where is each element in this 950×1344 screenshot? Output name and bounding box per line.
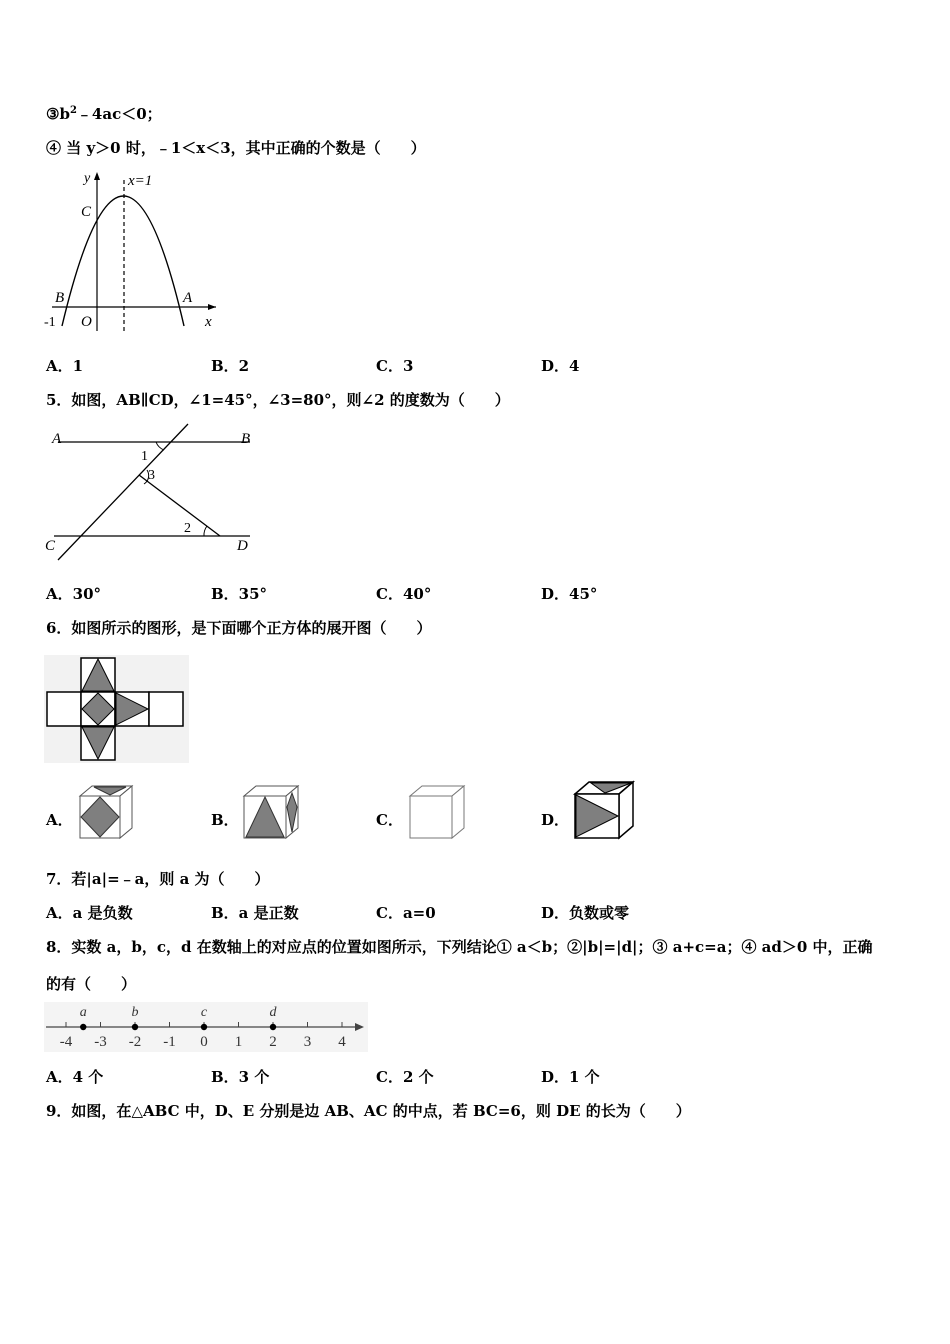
q6-option-d[interactable]: D． — [541, 811, 570, 829]
q5-label-D: D — [237, 538, 248, 554]
q6-option-c[interactable]: C． — [376, 811, 403, 829]
q8-option-a[interactable]: A．4 个 — [46, 1068, 104, 1086]
number-line-tick-label: 2 — [269, 1034, 277, 1050]
q8-option-d[interactable]: D．1 个 — [541, 1068, 600, 1086]
q4-label-neg1: -1 — [44, 315, 56, 330]
q5-label-angle2: 2 — [184, 521, 191, 536]
q8-option-b[interactable]: B．3 个 — [211, 1068, 270, 1086]
q4-parabola-graph — [44, 166, 224, 336]
q4-option-b[interactable]: B．2 — [211, 357, 250, 375]
number-line-tick-label: -3 — [94, 1034, 107, 1050]
number-line-tick-label: -2 — [128, 1034, 142, 1050]
q4-label-x1: x=1 — [128, 173, 153, 189]
q6-option-b[interactable]: B． — [211, 811, 239, 829]
q7-option-d[interactable]: D．负数或零 — [541, 904, 630, 922]
q6-stem: 6．如图所示的图形，是下面哪个正方体的展开图（ ） — [46, 619, 432, 637]
number-line-point-a — [80, 1024, 86, 1030]
number-line-tick-label: -1 — [163, 1034, 176, 1050]
q5-option-a[interactable]: A．30° — [46, 585, 102, 603]
number-line-tick-label: 4 — [338, 1034, 346, 1050]
number-line-point-label: c — [200, 1005, 208, 1020]
q4-label-B: B — [55, 290, 65, 306]
q4-label-x: x — [205, 314, 212, 330]
q4-option-d[interactable]: D．4 — [541, 357, 580, 375]
number-line-point-d — [270, 1024, 276, 1030]
q5-label-angle3: 3 — [148, 468, 155, 483]
q8-option-c[interactable]: C．2 个 — [376, 1068, 434, 1086]
q4-statement-4: ④ 当 y＞0 时，﹣1＜x＜3，其中正确的个数是（ ） — [46, 139, 426, 157]
q6-cube-a[interactable] — [76, 784, 134, 842]
q5-parallel-lines-figure — [44, 422, 259, 562]
q5-option-d[interactable]: D．45° — [541, 585, 598, 603]
q8-stem-line1: 8．实数 a，b，c，d 在数轴上的对应点的位置如图所示，下列结论① a＜b；②|b|=|d|；③ a+c=a；④ ad＞0 中，正确 — [46, 938, 873, 956]
q7-option-c[interactable]: C．a=0 — [376, 904, 436, 922]
q6-cube-net — [44, 655, 189, 763]
q4-statement-3: $③b^2﹣4ac<0$； — [46, 105, 162, 123]
q8-stem-line2: 的有（ ） — [46, 975, 137, 993]
q4-option-c[interactable]: C．3 — [376, 357, 414, 375]
q8-number-line — [44, 1002, 368, 1052]
q6-cube-c[interactable] — [406, 784, 468, 842]
q5-stem: 5．如图，AB∥CD，∠1=45°，∠3=80°，则∠2 的度数为（ ） — [46, 391, 510, 409]
q4-label-O: O — [81, 314, 92, 330]
number-line-tick-label: 0 — [200, 1034, 208, 1050]
number-line-tick-label: -4 — [59, 1034, 73, 1050]
q5-label-A: A — [52, 431, 62, 447]
q5-option-b[interactable]: B．35° — [211, 585, 268, 603]
q5-label-C: C — [45, 538, 56, 554]
q4-label-C: C — [81, 204, 92, 220]
q5-label-angle1: 1 — [141, 449, 148, 464]
q7-stem: 7．若|a|=﹣a，则 a 为（ ） — [46, 870, 270, 888]
number-line-tick-label: 1 — [234, 1034, 243, 1050]
q6-option-a[interactable]: A． — [46, 811, 73, 829]
number-line-point-label: d — [269, 1005, 277, 1020]
q4-option-a[interactable]: A．1 — [46, 357, 84, 375]
number-line-point-b — [132, 1024, 138, 1030]
number-line-point-c — [201, 1024, 207, 1030]
q6-cube-d[interactable] — [571, 780, 637, 842]
number-line-point-label: b — [131, 1005, 139, 1020]
number-line-point-label: a — [79, 1005, 87, 1020]
q4-label-A: A — [183, 290, 193, 306]
number-line-tick-label: 3 — [303, 1034, 312, 1050]
q9-stem: 9．如图，在△ABC 中，D、E 分别是边 AB、AC 的中点，若 BC=6，则 DE 的长为（ ） — [46, 1102, 691, 1120]
q7-option-a[interactable]: A．a 是负数 — [46, 904, 133, 922]
q6-cube-b[interactable] — [241, 784, 301, 842]
q7-option-b[interactable]: B．a 是正数 — [211, 904, 299, 922]
q4-label-y: y — [84, 171, 91, 186]
q5-label-B: B — [241, 431, 251, 447]
q5-option-c[interactable]: C．40° — [376, 585, 432, 603]
